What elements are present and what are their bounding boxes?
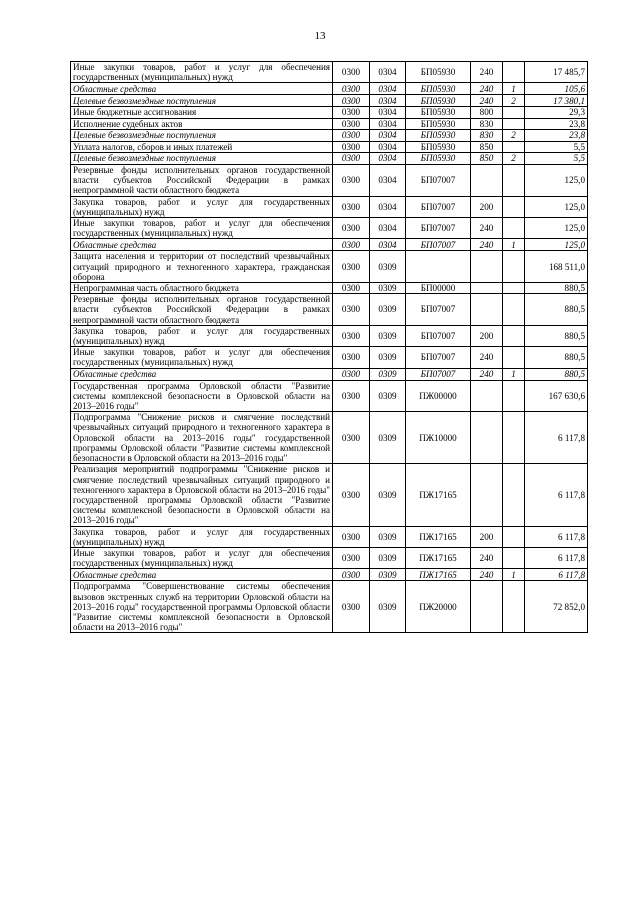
target-article-code: ПЖ17165 [406, 526, 471, 547]
subsection-code: 0304 [370, 129, 406, 141]
amount: 167 630,6 [525, 380, 588, 412]
subsection-code: 0304 [370, 141, 406, 152]
table-row [71, 239, 588, 251]
section-code: 0300 [333, 153, 370, 165]
target-article-code: БП05930 [406, 107, 471, 118]
target-article-code: БП05930 [406, 129, 471, 141]
expense-type-code: 200 [471, 196, 503, 217]
table-row [71, 526, 588, 547]
funding-source-code: 1 [503, 569, 525, 581]
table-row [71, 107, 588, 118]
table-row [71, 165, 588, 197]
expense-type-code: 240 [471, 347, 503, 368]
funding-source-code [503, 141, 525, 152]
subsection-code: 0309 [370, 283, 406, 294]
section-code: 0300 [333, 283, 370, 294]
expense-type-code [471, 251, 503, 283]
funding-source-code [503, 218, 525, 239]
expense-type-code: 240 [471, 569, 503, 581]
subsection-code: 0304 [370, 83, 406, 95]
expense-type-code [471, 464, 503, 526]
expense-type-code: 240 [471, 239, 503, 251]
section-code: 0300 [333, 526, 370, 547]
expense-type-code: 830 [471, 129, 503, 141]
expense-type-code: 240 [471, 218, 503, 239]
table-row [71, 153, 588, 165]
item-name: Иные закупки товаров, работ и услуг для обеспечения государственных (муниципальных) нужд [71, 347, 333, 368]
table-row [71, 196, 588, 217]
item-name: Целевые безвозмездные поступления [71, 153, 333, 165]
item-name: Реализация мероприятий подпрограммы "Снижение рисков и смягчение последствий чрезвычайных ситуаций природного и техногенного характера в Орловской области на 2013–2016 годы" государственной программы Орловской области "Развитие системы комплексной безопасности в Орловской области на 2013–2016 годы" [71, 464, 333, 526]
amount: 168 511,0 [525, 251, 588, 283]
funding-source-code: 1 [503, 368, 525, 380]
target-article-code: БП07007 [406, 294, 471, 326]
target-article-code: ПЖ17165 [406, 547, 471, 568]
section-code: 0300 [333, 325, 370, 346]
funding-source-code [503, 547, 525, 568]
section-code: 0300 [333, 368, 370, 380]
section-code: 0300 [333, 380, 370, 412]
table-row [71, 569, 588, 581]
target-article-code: БП07007 [406, 165, 471, 197]
amount: 6 117,8 [525, 526, 588, 547]
amount: 105,6 [525, 83, 588, 95]
amount: 17 380,1 [525, 95, 588, 107]
target-article-code: БП00000 [406, 283, 471, 294]
item-name: Закупка товаров, работ и услуг для государственных (муниципальных) нужд [71, 196, 333, 217]
item-name: Целевые безвозмездные поступления [71, 95, 333, 107]
subsection-code: 0304 [370, 165, 406, 197]
target-article-code: БП05930 [406, 62, 471, 83]
target-article-code: БП07007 [406, 196, 471, 217]
target-article-code: БП05930 [406, 118, 471, 129]
target-article-code: БП07007 [406, 368, 471, 380]
expense-type-code: 240 [471, 368, 503, 380]
table-row [71, 294, 588, 326]
target-article-code: ПЖ20000 [406, 581, 471, 633]
section-code: 0300 [333, 581, 370, 633]
funding-source-code [503, 581, 525, 633]
section-code: 0300 [333, 412, 370, 464]
subsection-code: 0309 [370, 526, 406, 547]
expense-type-code [471, 412, 503, 464]
item-name: Иные закупки товаров, работ и услуг для обеспечения государственных (муниципальных) нужд [71, 218, 333, 239]
expense-type-code [471, 380, 503, 412]
target-article-code: БП05930 [406, 141, 471, 152]
target-article-code: БП05930 [406, 153, 471, 165]
section-code: 0300 [333, 129, 370, 141]
item-name: Целевые безвозмездные поступления [71, 129, 333, 141]
target-article-code: ПЖ17165 [406, 464, 471, 526]
table-row [71, 251, 588, 283]
section-code: 0300 [333, 569, 370, 581]
amount: 880,5 [525, 368, 588, 380]
table-row [71, 95, 588, 107]
subsection-code: 0309 [370, 251, 406, 283]
funding-source-code [503, 107, 525, 118]
table-row [71, 368, 588, 380]
table-row [71, 581, 588, 633]
item-name: Непрограммная часть областного бюджета [71, 283, 333, 294]
item-name: Иные закупки товаров, работ и услуг для обеспечения государственных (муниципальных) нужд [71, 547, 333, 568]
funding-source-code [503, 464, 525, 526]
amount: 23,8 [525, 129, 588, 141]
section-code: 0300 [333, 107, 370, 118]
amount: 880,5 [525, 325, 588, 346]
section-code: 0300 [333, 95, 370, 107]
table-row [71, 129, 588, 141]
target-article-code: БП05930 [406, 83, 471, 95]
item-name: Закупка товаров, работ и услуг для государственных (муниципальных) нужд [71, 526, 333, 547]
expense-type-code: 850 [471, 153, 503, 165]
table-row [71, 218, 588, 239]
table-row [71, 283, 588, 294]
section-code: 0300 [333, 218, 370, 239]
item-name: Областные средства [71, 239, 333, 251]
subsection-code: 0304 [370, 239, 406, 251]
amount: 6 117,8 [525, 547, 588, 568]
item-name: Государственная программа Орловской области "Развитие системы комплексной безопасности в Орловской области на 2013–2016 годы" [71, 380, 333, 412]
expense-type-code: 200 [471, 325, 503, 346]
funding-source-code: 2 [503, 129, 525, 141]
funding-source-code [503, 196, 525, 217]
target-article-code: ПЖ00000 [406, 380, 471, 412]
section-code: 0300 [333, 141, 370, 152]
expense-type-code [471, 581, 503, 633]
amount: 23,8 [525, 118, 588, 129]
table-row [71, 547, 588, 568]
table-row [71, 380, 588, 412]
amount: 6 117,8 [525, 412, 588, 464]
amount: 125,0 [525, 218, 588, 239]
subsection-code: 0309 [370, 412, 406, 464]
expense-type-code: 850 [471, 141, 503, 152]
section-code: 0300 [333, 251, 370, 283]
item-name: Иные закупки товаров, работ и услуг для обеспечения государственных (муниципальных) нужд [71, 62, 333, 83]
section-code: 0300 [333, 294, 370, 326]
expense-type-code [471, 165, 503, 197]
target-article-code: ПЖ10000 [406, 412, 471, 464]
table-row [71, 62, 588, 83]
table-row [71, 118, 588, 129]
funding-source-code [503, 62, 525, 83]
section-code: 0300 [333, 118, 370, 129]
subsection-code: 0304 [370, 95, 406, 107]
item-name: Резервные фонды исполнительных органов государственной власти субъектов Российской Федерации в рамках непрограммной части областного бюджета [71, 294, 333, 326]
subsection-code: 0309 [370, 464, 406, 526]
funding-source-code [503, 412, 525, 464]
item-name: Областные средства [71, 83, 333, 95]
subsection-code: 0309 [370, 380, 406, 412]
budget-table-body [71, 62, 588, 633]
target-article-code: БП07007 [406, 347, 471, 368]
target-article-code: БП05930 [406, 95, 471, 107]
amount: 72 852,0 [525, 581, 588, 633]
amount: 17 485,7 [525, 62, 588, 83]
expense-type-code [471, 294, 503, 326]
subsection-code: 0309 [370, 294, 406, 326]
funding-source-code [503, 347, 525, 368]
expense-type-code: 200 [471, 526, 503, 547]
expense-type-code: 240 [471, 95, 503, 107]
expense-type-code: 240 [471, 547, 503, 568]
subsection-code: 0304 [370, 153, 406, 165]
budget-table [70, 61, 588, 633]
amount: 880,5 [525, 347, 588, 368]
amount: 5,5 [525, 153, 588, 165]
table-row [71, 464, 588, 526]
funding-source-code: 2 [503, 95, 525, 107]
page-number: 13 [314, 30, 326, 42]
target-article-code: БП07007 [406, 239, 471, 251]
subsection-code: 0304 [370, 62, 406, 83]
section-code: 0300 [333, 165, 370, 197]
subsection-code: 0309 [370, 547, 406, 568]
section-code: 0300 [333, 547, 370, 568]
target-article-code: БП07007 [406, 218, 471, 239]
funding-source-code [503, 283, 525, 294]
expense-type-code: 240 [471, 62, 503, 83]
table-row [71, 347, 588, 368]
expense-type-code: 830 [471, 118, 503, 129]
expense-type-code: 240 [471, 83, 503, 95]
amount: 29,3 [525, 107, 588, 118]
item-name: Уплата налогов, сборов и иных платежей [71, 141, 333, 152]
target-article-code [406, 251, 471, 283]
subsection-code: 0309 [370, 569, 406, 581]
table-row [71, 325, 588, 346]
funding-source-code: 2 [503, 153, 525, 165]
table-row [71, 141, 588, 152]
funding-source-code [503, 251, 525, 283]
subsection-code: 0309 [370, 581, 406, 633]
section-code: 0300 [333, 239, 370, 251]
amount: 6 117,8 [525, 464, 588, 526]
subsection-code: 0309 [370, 368, 406, 380]
item-name: Закупка товаров, работ и услуг для государственных (муниципальных) нужд [71, 325, 333, 346]
amount: 125,0 [525, 165, 588, 197]
subsection-code: 0304 [370, 107, 406, 118]
section-code: 0300 [333, 196, 370, 217]
section-code: 0300 [333, 464, 370, 526]
item-name: Защита населения и территории от последствий чрезвычайных ситуаций природного и техногенного характера, гражданская оборона [71, 251, 333, 283]
funding-source-code [503, 165, 525, 197]
amount: 5,5 [525, 141, 588, 152]
item-name: Подпрограмма "Снижение рисков и смягчение последствий чрезвычайных ситуаций природного и техногенного характера в Орловской области на 2013–2016 годы" государственной программы Орловской области "Развитие системы комплексной безопасности в Орловской области на 2013–2016 годы" [71, 412, 333, 464]
target-article-code: ПЖ17165 [406, 569, 471, 581]
target-article-code: БП07007 [406, 325, 471, 346]
subsection-code: 0304 [370, 218, 406, 239]
section-code: 0300 [333, 347, 370, 368]
expense-type-code [471, 283, 503, 294]
amount: 880,5 [525, 294, 588, 326]
subsection-code: 0309 [370, 347, 406, 368]
item-name: Подпрограмма "Совершенствование системы обеспечения вызовов экстренных служб на территории Орловской области на 2013–2016 годы" государственной программы Орловской области "Развитие системы комплексной безопасности в Орловской области на 2013–2016 годы" [71, 581, 333, 633]
table-row [71, 412, 588, 464]
section-code: 0300 [333, 83, 370, 95]
section-code: 0300 [333, 62, 370, 83]
item-name: Областные средства [71, 368, 333, 380]
table-row [71, 83, 588, 95]
subsection-code: 0309 [370, 325, 406, 346]
subsection-code: 0304 [370, 196, 406, 217]
amount: 125,0 [525, 239, 588, 251]
funding-source-code [503, 118, 525, 129]
item-name: Областные средства [71, 569, 333, 581]
item-name: Иные бюджетные ассигнования [71, 107, 333, 118]
item-name: Резервные фонды исполнительных органов государственной власти субъектов Российской Федерации в рамках непрограммной части областного бюджета [71, 165, 333, 197]
funding-source-code [503, 380, 525, 412]
subsection-code: 0304 [370, 118, 406, 129]
funding-source-code [503, 294, 525, 326]
expense-type-code: 800 [471, 107, 503, 118]
amount: 6 117,8 [525, 569, 588, 581]
funding-source-code [503, 526, 525, 547]
funding-source-code: 1 [503, 239, 525, 251]
funding-source-code: 1 [503, 83, 525, 95]
amount: 880,5 [525, 283, 588, 294]
funding-source-code [503, 325, 525, 346]
amount: 125,0 [525, 196, 588, 217]
item-name: Исполнение судебных актов [71, 118, 333, 129]
